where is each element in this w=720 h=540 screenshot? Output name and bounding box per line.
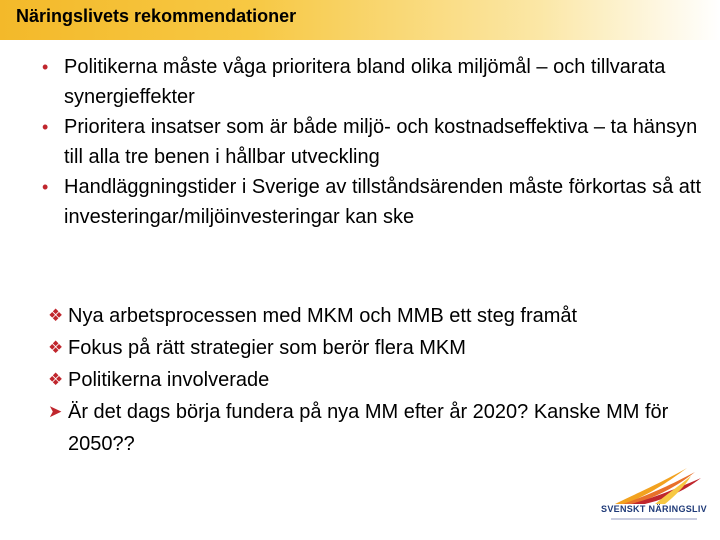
- logo-text: SVENSKT NÄRINGSLIV: [601, 504, 707, 514]
- bullet-item: [42, 52, 702, 112]
- arrow-icon: ➤: [48, 402, 63, 421]
- point-item: [48, 300, 708, 332]
- logo-underline: [611, 518, 697, 520]
- point-text: Fokus på rätt strategier som berör flera MKM: [68, 337, 466, 359]
- bullet-item: [42, 112, 702, 172]
- point-text: Politikerna involverade: [68, 369, 270, 391]
- bullet-item: [42, 172, 702, 232]
- diamond-icon: ❖: [48, 306, 64, 325]
- bullet-dot-icon: •: [42, 117, 49, 137]
- point-text: Nya arbetsprocessen med MKM och MMB ett steg framåt: [68, 305, 578, 327]
- bullet-dot-icon: •: [42, 57, 49, 77]
- bullet-list: [42, 52, 702, 232]
- title-bar: [0, 0, 720, 40]
- point-item: [48, 332, 708, 364]
- bullet-text: Handläggningstider i Sverige av tillståndsärenden måste förkortas så att investeringar/miljöinvesteringar kan ske: [64, 176, 702, 228]
- points-list: [48, 300, 708, 460]
- slide-title: Näringslivets rekommendationer: [16, 6, 297, 26]
- point-item: [48, 364, 708, 396]
- diamond-icon: ❖: [48, 370, 64, 389]
- bullet-text: Politikerna måste våga prioritera bland olika miljömål – och tillvarata synergieffekter: [64, 56, 666, 108]
- point-text: Är det dags börja fundera på nya MM efter år 2020? Kanske MM för 2050??: [68, 401, 669, 455]
- svenskt-naringsliv-logo: [595, 464, 713, 530]
- bullet-text: Prioritera insatser som är både miljö- och kostnadseffektiva – ta hänsyn till alla tre benen i hållbar utveckling: [64, 116, 698, 168]
- logo-swoosh-icon: [595, 464, 713, 506]
- diamond-icon: ❖: [48, 338, 64, 357]
- bullet-dot-icon: •: [42, 177, 49, 197]
- point-item: [48, 396, 708, 460]
